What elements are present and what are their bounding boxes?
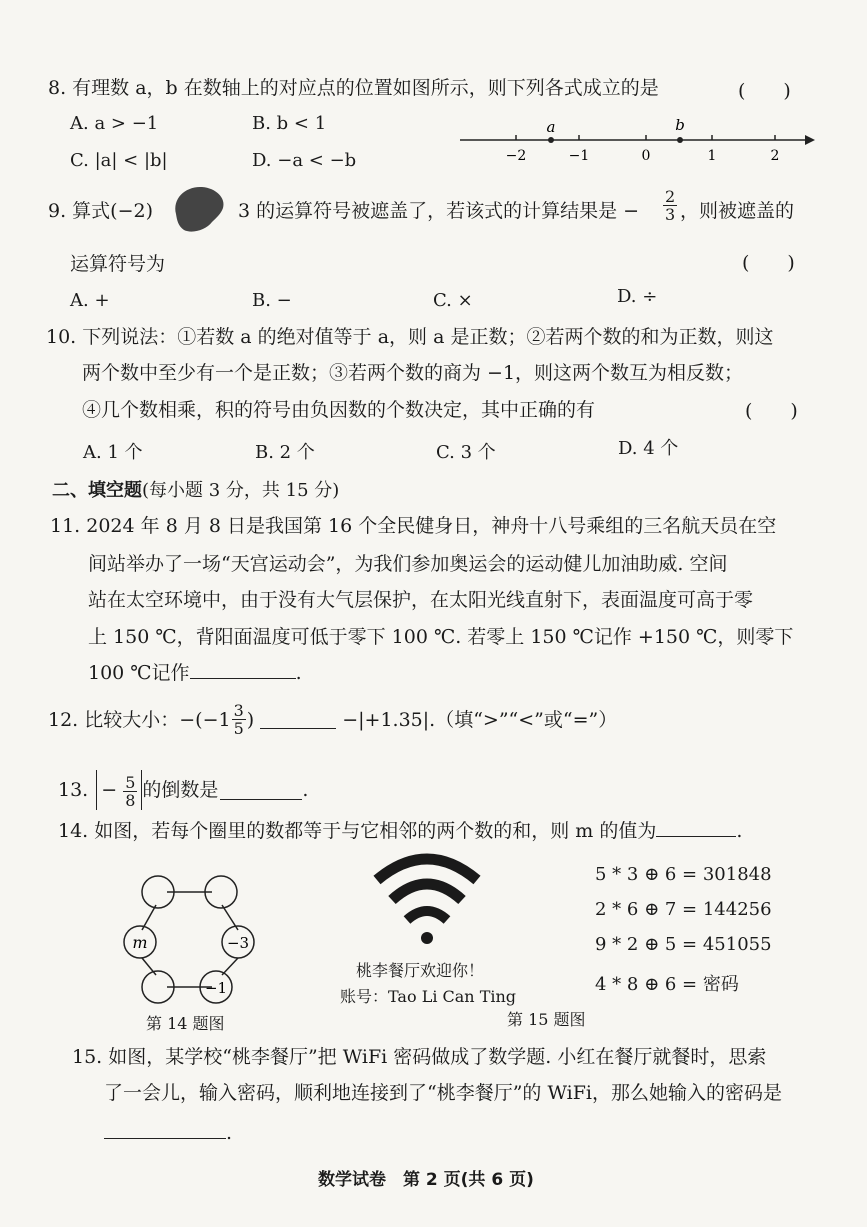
q8-option-d: D. −a < −b bbox=[252, 150, 357, 171]
q10-option-a: A. 1 个 bbox=[83, 442, 143, 463]
q13-frac-num: 5 bbox=[125, 772, 136, 792]
wifi-welcome-text: 桃李餐厅欢迎你！ bbox=[356, 961, 485, 980]
q12-answer-blank[interactable] bbox=[260, 710, 336, 729]
q8-answer-paren: ( ) bbox=[738, 80, 791, 102]
wifi-equation: 2 * 6 ⊕ 7 = 144256 bbox=[595, 899, 772, 920]
q15-line1: 15. 如图，某学校“桃李餐厅”把 WiFi 密码做成了数学题. 小红在餐厅就餐时，思索 bbox=[72, 1046, 767, 1068]
q8-point-a-label: a bbox=[546, 118, 556, 136]
q14-circle-neg3: −3 bbox=[226, 934, 250, 952]
q12-mid: −|+1.35|.（填“>”“<”或“=”） bbox=[342, 708, 618, 731]
q9-option-c: C. × bbox=[433, 290, 473, 311]
wifi-equation: 5 * 3 ⊕ 6 = 301848 bbox=[595, 864, 772, 885]
page-footer: 数学试卷 第 2 页(共 6 页) bbox=[318, 1170, 534, 1190]
q13-minus: − bbox=[101, 779, 118, 801]
q15-dot: . bbox=[226, 1122, 233, 1144]
q14-circle-neg1: −1 bbox=[204, 979, 228, 997]
wifi-account-text: 账号：Tao Li Can Ting bbox=[340, 987, 517, 1006]
q14-circle-m: m bbox=[132, 933, 148, 952]
q9-frac-num: 2 bbox=[665, 187, 676, 206]
q9-option-d: D. ÷ bbox=[617, 286, 658, 307]
q12-close: ) bbox=[246, 708, 255, 731]
q10-option-d: D. 4 个 bbox=[618, 438, 679, 459]
wifi-icon bbox=[372, 850, 482, 950]
q11-dot: . bbox=[295, 662, 302, 684]
q8-option-c: C. |a| < |b| bbox=[70, 150, 168, 171]
q13-answer-blank[interactable] bbox=[220, 781, 302, 800]
q9-stem-end: ，则被遮盖的 bbox=[680, 200, 795, 222]
q10-line1: 10. 下列说法：①若数 a 的绝对值等于 a，则 a 是正数；②若两个数的和为正数，则这 bbox=[46, 326, 774, 348]
q10-line2: 两个数中至少有一个是正数；③若两个数的商为 −1，则这两个数互为相反数； bbox=[82, 362, 744, 384]
q11-answer-blank[interactable] bbox=[190, 660, 296, 679]
q13-abs-bars bbox=[96, 770, 142, 810]
q11-line4: 上 150 ℃，背阳面温度可低于零下 100 ℃. 若零上 150 ℃记作 +150 ℃，则零下 bbox=[88, 626, 794, 648]
q14-line bbox=[58, 818, 742, 843]
q9-ink-blot bbox=[168, 184, 228, 236]
q8-tick-label: 0 bbox=[641, 148, 651, 164]
q14-stem: 14. 如图，若每个圈里的数都等于与它相邻的两个数的和，则 m 的值为 bbox=[58, 820, 657, 842]
q12-frac-num: 3 bbox=[233, 701, 244, 720]
q8-option-a: A. a > −1 bbox=[70, 113, 159, 134]
q15-line2: 了一会儿，输入密码，顺利地连接到了“桃李餐厅”的 WiFi，那么她输入的密码是 bbox=[104, 1082, 782, 1104]
q15-answer-blank[interactable] bbox=[104, 1120, 226, 1139]
q8-point-b-label: b bbox=[675, 116, 685, 134]
q9-stem-start: 9. 算式(−2) bbox=[48, 200, 154, 222]
q8-tick-label: 1 bbox=[707, 148, 717, 164]
section-title: 二、填空题 bbox=[52, 480, 142, 501]
q14-circle-figure bbox=[118, 872, 268, 1007]
q13-frac-den: 8 bbox=[125, 790, 136, 810]
q9-frac-den: 3 bbox=[665, 205, 676, 224]
q13-dot: . bbox=[302, 779, 309, 801]
q9-stem-line2: 运算符号为 bbox=[70, 253, 166, 275]
q9-fraction bbox=[663, 188, 677, 223]
q10-option-c: C. 3 个 bbox=[436, 442, 496, 463]
q9-option-a: A. + bbox=[70, 290, 110, 311]
q11-line5-text: 100 ℃记作 bbox=[88, 662, 190, 684]
q13-end: 的倒数是 bbox=[142, 779, 219, 801]
q8-number-line bbox=[455, 112, 815, 172]
q12-frac-den: 5 bbox=[233, 719, 244, 738]
q11-line5 bbox=[88, 660, 302, 685]
q12-start: 12. 比较大小：−(−1 bbox=[48, 708, 231, 731]
q15-line3 bbox=[104, 1120, 232, 1145]
section-heading bbox=[52, 476, 339, 502]
q8-option-b: B. b < 1 bbox=[252, 113, 327, 134]
q8-tick-label: −2 bbox=[505, 148, 527, 164]
section-note: (每小题 3 分，共 15 分) bbox=[142, 480, 340, 501]
q8-tick-label: −1 bbox=[568, 148, 590, 164]
q10-line3: ④几个数相乘，积的符号由负因数的个数决定，其中正确的有 bbox=[82, 399, 596, 421]
q12-line bbox=[48, 702, 617, 737]
q10-answer-paren: ( ) bbox=[745, 400, 798, 422]
q11-line2: 间站举办了一场“天宫运动会”，为我们参加奥运会的运动健儿加油助威. 空间 bbox=[88, 553, 728, 575]
q14-caption: 第 14 题图 bbox=[146, 1014, 225, 1033]
q15-caption: 第 15 题图 bbox=[507, 1010, 586, 1029]
q9-answer-paren: ( ) bbox=[742, 252, 795, 274]
wifi-equation: 9 * 2 ⊕ 5 = 451055 bbox=[595, 934, 772, 955]
wifi-equation: 4 * 8 ⊕ 6 = 密码 bbox=[595, 974, 739, 995]
q14-dot: . bbox=[736, 820, 743, 842]
q11-line3: 站在太空环境中，由于没有大气层保护，在太阳光线直射下，表面温度可高于零 bbox=[88, 589, 754, 611]
q11-line1: 11. 2024 年 8 月 8 日是我国第 16 个全民健身日，神舟十八号乘组的三名航天员在空 bbox=[50, 515, 777, 537]
q8-stem: 8. 有理数 a，b 在数轴上的对应点的位置如图所示，则下列各式成立的是 bbox=[48, 77, 659, 99]
q13-line bbox=[58, 770, 308, 810]
q13-start: 13. bbox=[58, 779, 89, 801]
q14-answer-blank[interactable] bbox=[656, 818, 736, 837]
q8-tick-label: 2 bbox=[770, 148, 780, 164]
q9-stem-mid: 3 的运算符号被遮盖了，若该式的计算结果是 − bbox=[238, 200, 640, 222]
q10-option-b: B. 2 个 bbox=[255, 442, 315, 463]
q9-option-b: B. − bbox=[252, 290, 292, 311]
